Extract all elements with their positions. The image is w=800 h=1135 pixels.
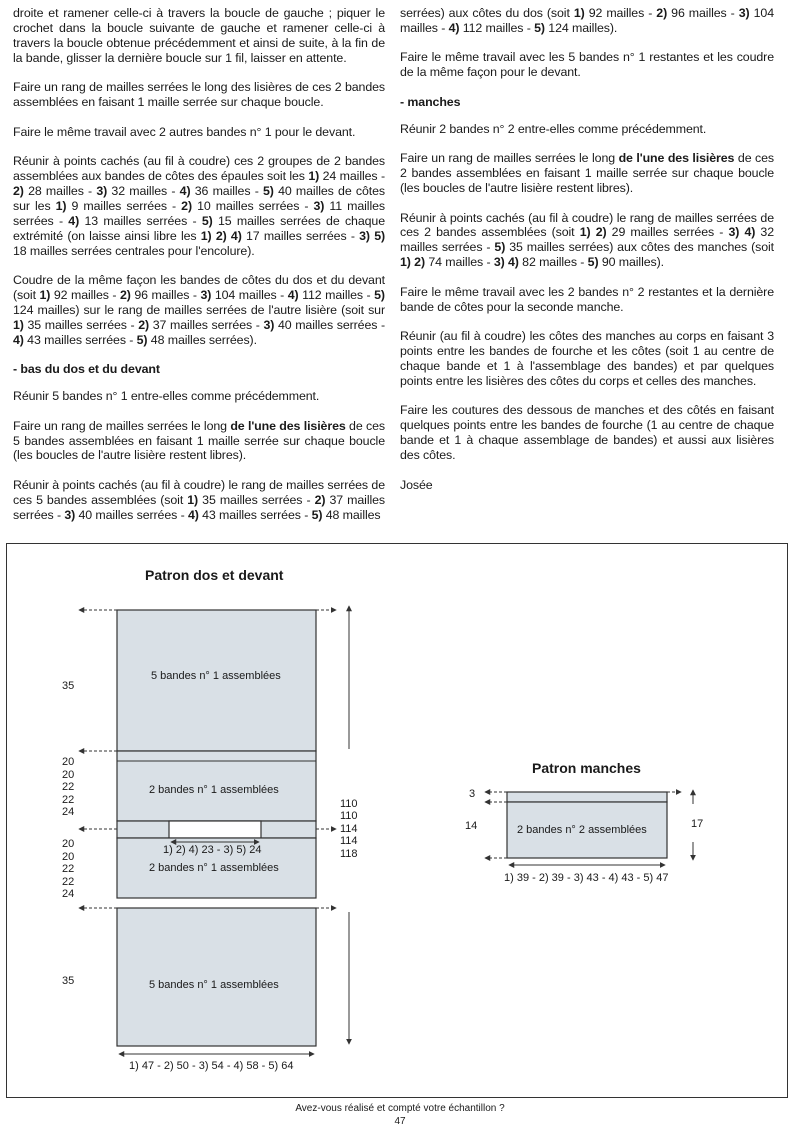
body-right-stack: 110 110 114 114 118 [340,798,358,860]
left-column [13,6,385,537]
sleeve-right-height-label: 17 [691,818,704,830]
right-paragraph: Réunir 2 bandes n° 2 entre-elles comme précédemment. [400,121,707,136]
sleeve-pattern-title: Patron manches [532,760,641,776]
body-top-block-label: 5 bandes n° 1 assemblées [151,670,281,682]
footer-question: Avez-vous réalisé et compté votre échantillon ? [295,1103,505,1114]
body-bottom-block-label: 5 bandes n° 1 assemblées [149,979,279,991]
right-heading: - manches [400,94,461,109]
pattern-diagram-frame [6,543,788,1098]
left-paragraph: Réunir 5 bandes n° 1 entre-elles comme précédemment. [13,389,320,404]
sleeve-left-height-label: 14 [465,820,478,832]
page-number: 47 [394,1116,406,1127]
right-paragraph: serrées) aux côtes du dos (soit 1) 92 mailles - 2) 96 mailles - 3) 104 mailles - 4) 112 mailles - 5) 124 mailles). [400,6,774,35]
neck-opening [169,821,261,838]
left-heading: - bas du dos et du devant [13,362,160,377]
sleeve-cuff-band [507,792,667,802]
left-paragraph: droite et ramener celle-ci à travers la boucle de gauche ; piquer le crochet dans la boucle suivante de gauche et ramener celle-ci à travers la boucle obtenue précédemment et ainsi de suite, à la fin de la bande, glisser la dernière boucle sur 1 fil, laisser en attente. [13,6,385,65]
body-width-label: 1) 47 - 2) 50 - 3) 54 - 4) 58 - 5) 64 [129,1060,294,1072]
right-column [400,6,774,507]
right-paragraph: Faire le même travail avec les 2 bandes n° 2 restantes et la dernière bande de côtes pour la seconde manche. [400,284,774,314]
sleeve-block-label: 2 bandes n° 2 assemblées [517,824,647,836]
body-mid-top-block-label: 2 bandes n° 1 assemblées [149,784,279,796]
left-paragraph: Faire un rang de mailles serrées le long de l'une des lisières de ces 5 bandes assemblées en faisant 1 maille serrée sur chaque boucle (les boucles de l'autre lisière restent libres). [13,418,385,463]
body-bottom-height-label: 35 [62,975,75,987]
right-paragraph: Faire un rang de mailles serrées le long de l'une des lisières de ces 2 bandes assemblées en faisant 1 maille serrée sur chaque boucle (les boucles de l'autre lisière restent libres). [400,151,775,196]
right-paragraph: Réunir à points cachés (au fil à coudre) le rang de mailles serrées de ces 2 bandes assemblées (soit 1) 2) 29 mailles serrées - 3) 4) 32 mailles serrées - 5) 35 mailles serrées) aux côtes des manches (soit 1) 2) 74 mailles - 3) 4) 82 mailles - 5) 90 mailles). [400,210,775,270]
left-paragraph: Faire un rang de mailles serrées le long des lisières de ces 2 bandes assemblées en faisant 1 maille serrée sur chaque boucle. [13,80,385,110]
body-left-lower-stack: 20 20 22 22 24 [62,838,75,901]
neck-width-label: 1) 2) 4) 23 - 3) 5) 24 [163,844,262,856]
sleeve-cuff-height-label: 3 [469,788,476,800]
body-mid-bottom-block-label: 2 bandes n° 1 assemblées [149,862,279,874]
body-left-upper-stack: 20 20 22 22 24 [62,756,75,819]
sleeve-width-label: 1) 39 - 2) 39 - 3) 43 - 4) 43 - 5) 47 [504,872,669,884]
body-top-height-label: 35 [62,680,75,692]
left-paragraph: Coudre de la même façon les bandes de côtes du dos et du devant (soit 1) 92 mailles - 2) 96 mailles - 3) 104 mailles - 4) 112 mailles - 5) 124 mailles) sur le rang de mailles serrées de l'autre lisière (soit sur 1) 35 mailles serrées - 2) 37 mailles serrées - 3) 40 mailles serrées - 4) 43 mailles serrées - 5) 48 mailles serrées). [13,273,386,347]
body-bottom-block [117,908,316,1046]
left-paragraph: Réunir à points cachés (au fil à coudre) ces 2 groupes de 2 bandes assemblées aux bandes de côtes des épaules soit les 1) 24 mailles - 2) 28 mailles - 3) 32 mailles - 4) 36 mailles - 5) 40 mailles de côtes sur les 1) 9 mailles serrées - 2) 10 mailles serrées - 3) 11 mailles serrées - 4) 13 mailles serrées - 5) 15 mailles serrées de chaque extrémité (on laisse ainsi libre les 1) 2) 4) 17 mailles serrées - 3) 5) 18 mailles serrées centrales pour l'encolure). [13,154,386,258]
left-paragraph: Réunir à points cachés (au fil à coudre) le rang de mailles serrées de ces 5 bandes assemblées (soit 1) 35 mailles serrées - 2) 37 mailles serrées - 3) 40 mailles serrées - 4) 43 mailles serrées - 5) 48 mailles [13,477,386,522]
right-paragraph: Réunir (au fil à coudre) les côtes des manches au corps en faisant 3 points entre les bandes de fourche et les côtes (soit 1 au centre de chaque bande et 1 à l'assemblage des bandes) et par quelques points entre les lisières des côtes du corps et celles des manches. [400,329,774,388]
right-paragraph: Faire le même travail avec les 5 bandes n° 1 restantes et les coudre de la même façon pour le devant. [400,50,774,80]
pattern-diagram [7,544,787,1097]
right-paragraph: Josée [400,477,433,492]
right-paragraph: Faire les coutures des dessous de manches et des côtés en faisant quelques points entre les bandes de fourche (1 au centre de chaque bande et 1 à chaque assemblage de bandes) et aussi aux lisières des côtes. [400,403,774,463]
left-paragraph: Faire le même travail avec 2 autres bandes n° 1 pour le devant. [13,124,356,139]
body-pattern-title: Patron dos et devant [145,567,284,583]
